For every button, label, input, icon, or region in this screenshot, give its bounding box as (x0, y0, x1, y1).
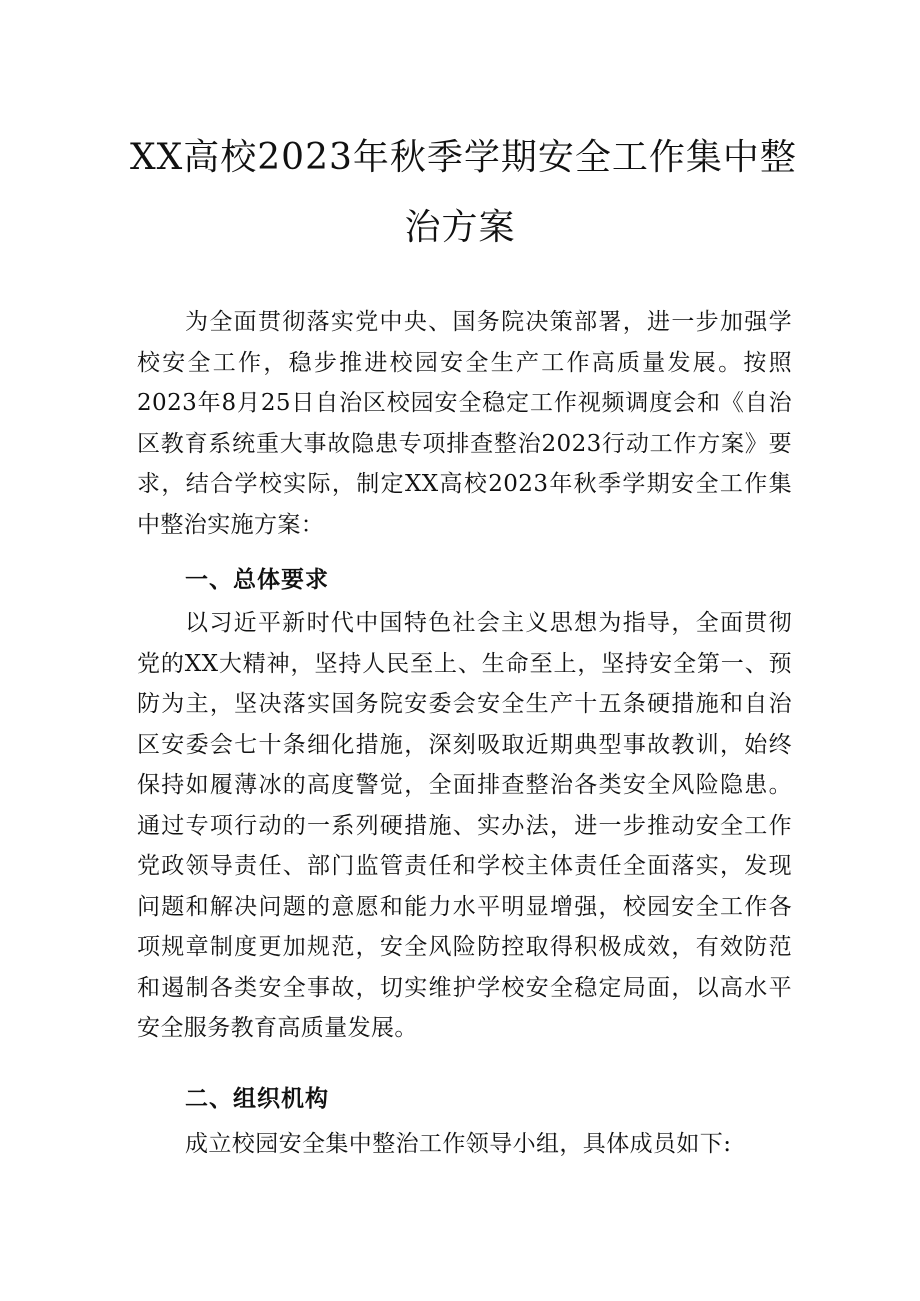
general-requirements-paragraph: 以习近平新时代中国特色社会主义思想为指导，全面贯彻党的XX大精神，坚持人民至上、生命至上，坚持安全第一、预防为主，坚决落实国务院安委会安全生产十五条硬措施和自治区安委会七十条细化措施，深刻吸取近期典型事故教训，始终保持如履薄冰的高度警觉，全面排查整治各类安全风险隐患。通过专项行动的一系列硬措施、实办法，进一步推动安全工作党政领导责任、部门监管责任和学校主体责任全面落实，发现问题和解决问题的意愿和能力水平明显增强，校园安全工作各项规章制度更加规范，安全风险防控取得积极成效，有效防范和遏制各类安全事故，切实维护学校安全稳定局面，以高水平安全服务教育高质量发展。 (137, 610, 792, 1041)
document-title-line-1: XX高校2023年秋季学期安全工作集中整 (130, 137, 797, 178)
section-heading-organization: 二、组织机构 (185, 1086, 329, 1112)
organization-paragraph: 成立校园安全集中整治工作领导小组，具体成员如下: (185, 1131, 732, 1157)
intro-paragraph: 为全面贯彻落实党中央、国务院决策部署，进一步加强学校安全工作，稳步推进校园安全生产工作高质量发展。按照2023年8月25日自治区校园安全稳定工作视频调度会和《自治区教育系统重大事故隐患专项排查整治2023行动工作方案》要求，结合学校实际，制定XX高校2023年秋季学期安全工作集中整治实施方案： (137, 309, 792, 538)
section-heading-general-requirements: 一、总体要求 (185, 567, 329, 593)
document-title-line-2: 治方案 (404, 207, 516, 248)
